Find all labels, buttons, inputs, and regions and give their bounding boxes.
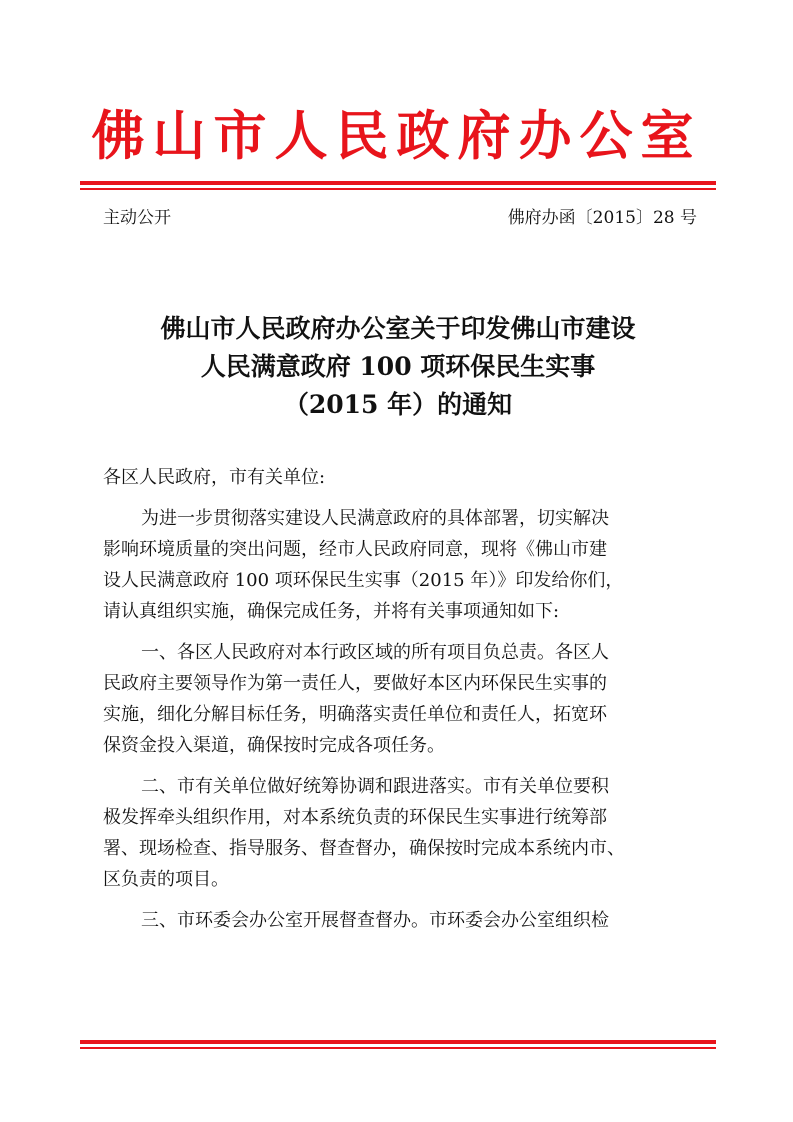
document-title — [80, 310, 716, 424]
paragraph-line: 影响环境质量的突出问题，经市人民政府同意，现将《佛山市建 — [103, 539, 607, 560]
paragraph-line: 二、市有关单位做好统筹协调和跟进落实。市有关单位要积 — [141, 776, 609, 797]
paragraph-line: 保资金投入渠道，确保按时完成各项任务。 — [103, 735, 445, 756]
spacer — [103, 493, 703, 503]
issuing-organization-header: 佛山市人民政府办公室 — [91, 105, 702, 167]
paragraph-line: 极发挥牵头组织作用，对本系统负责的环保民生实事进行统筹部 — [103, 807, 607, 828]
paragraph-line: 设人民满意政府 100 项环保民生实事（2015 年）》印发给你们， — [103, 570, 624, 591]
title-line: （2015 年）的通知 — [283, 390, 513, 419]
paragraph-line: 一、各区人民政府对本行政区域的所有项目负总责。各区人 — [141, 642, 609, 663]
header-red-rule-thin — [80, 188, 716, 190]
salutation: 各区人民政府，市有关单位: — [103, 467, 326, 488]
spacer — [103, 895, 703, 905]
document-body — [103, 462, 703, 936]
paragraph-line: 署、现场检查、指导服务、督查督办，确保按时完成本系统内市、 — [103, 838, 625, 859]
spacer — [103, 761, 703, 771]
spacer — [103, 627, 703, 637]
title-line: 人民满意政府 100 项环保民生实事 — [200, 352, 596, 381]
paragraph-line: 民政府主要领导作为第一责任人，要做好本区内环保民生实事的 — [103, 673, 607, 694]
disclosure-label: 主动公开 — [103, 208, 171, 228]
footer-red-rule-thick — [80, 1040, 716, 1044]
paragraph-line: 三、市环委会办公室开展督查督办。市环委会办公室组织检 — [141, 910, 609, 931]
paragraph-line: 实施，细化分解目标任务，明确落实责任单位和责任人，拓宽环 — [103, 704, 607, 725]
title-line: 佛山市人民政府办公室关于印发佛山市建设 — [160, 314, 636, 343]
paragraph-line: 为进一步贯彻落实建设人民满意政府的具体部署，切实解决 — [141, 508, 609, 529]
document-number: 佛府办函〔2015〕28 号 — [507, 208, 697, 228]
paragraph-line: 区负责的项目。 — [103, 869, 229, 890]
paragraph-line: 请认真组织实施，确保完成任务，并将有关事项通知如下: — [103, 601, 560, 622]
footer-red-rule-thin — [80, 1047, 716, 1049]
header-red-rule-thick — [80, 181, 716, 185]
